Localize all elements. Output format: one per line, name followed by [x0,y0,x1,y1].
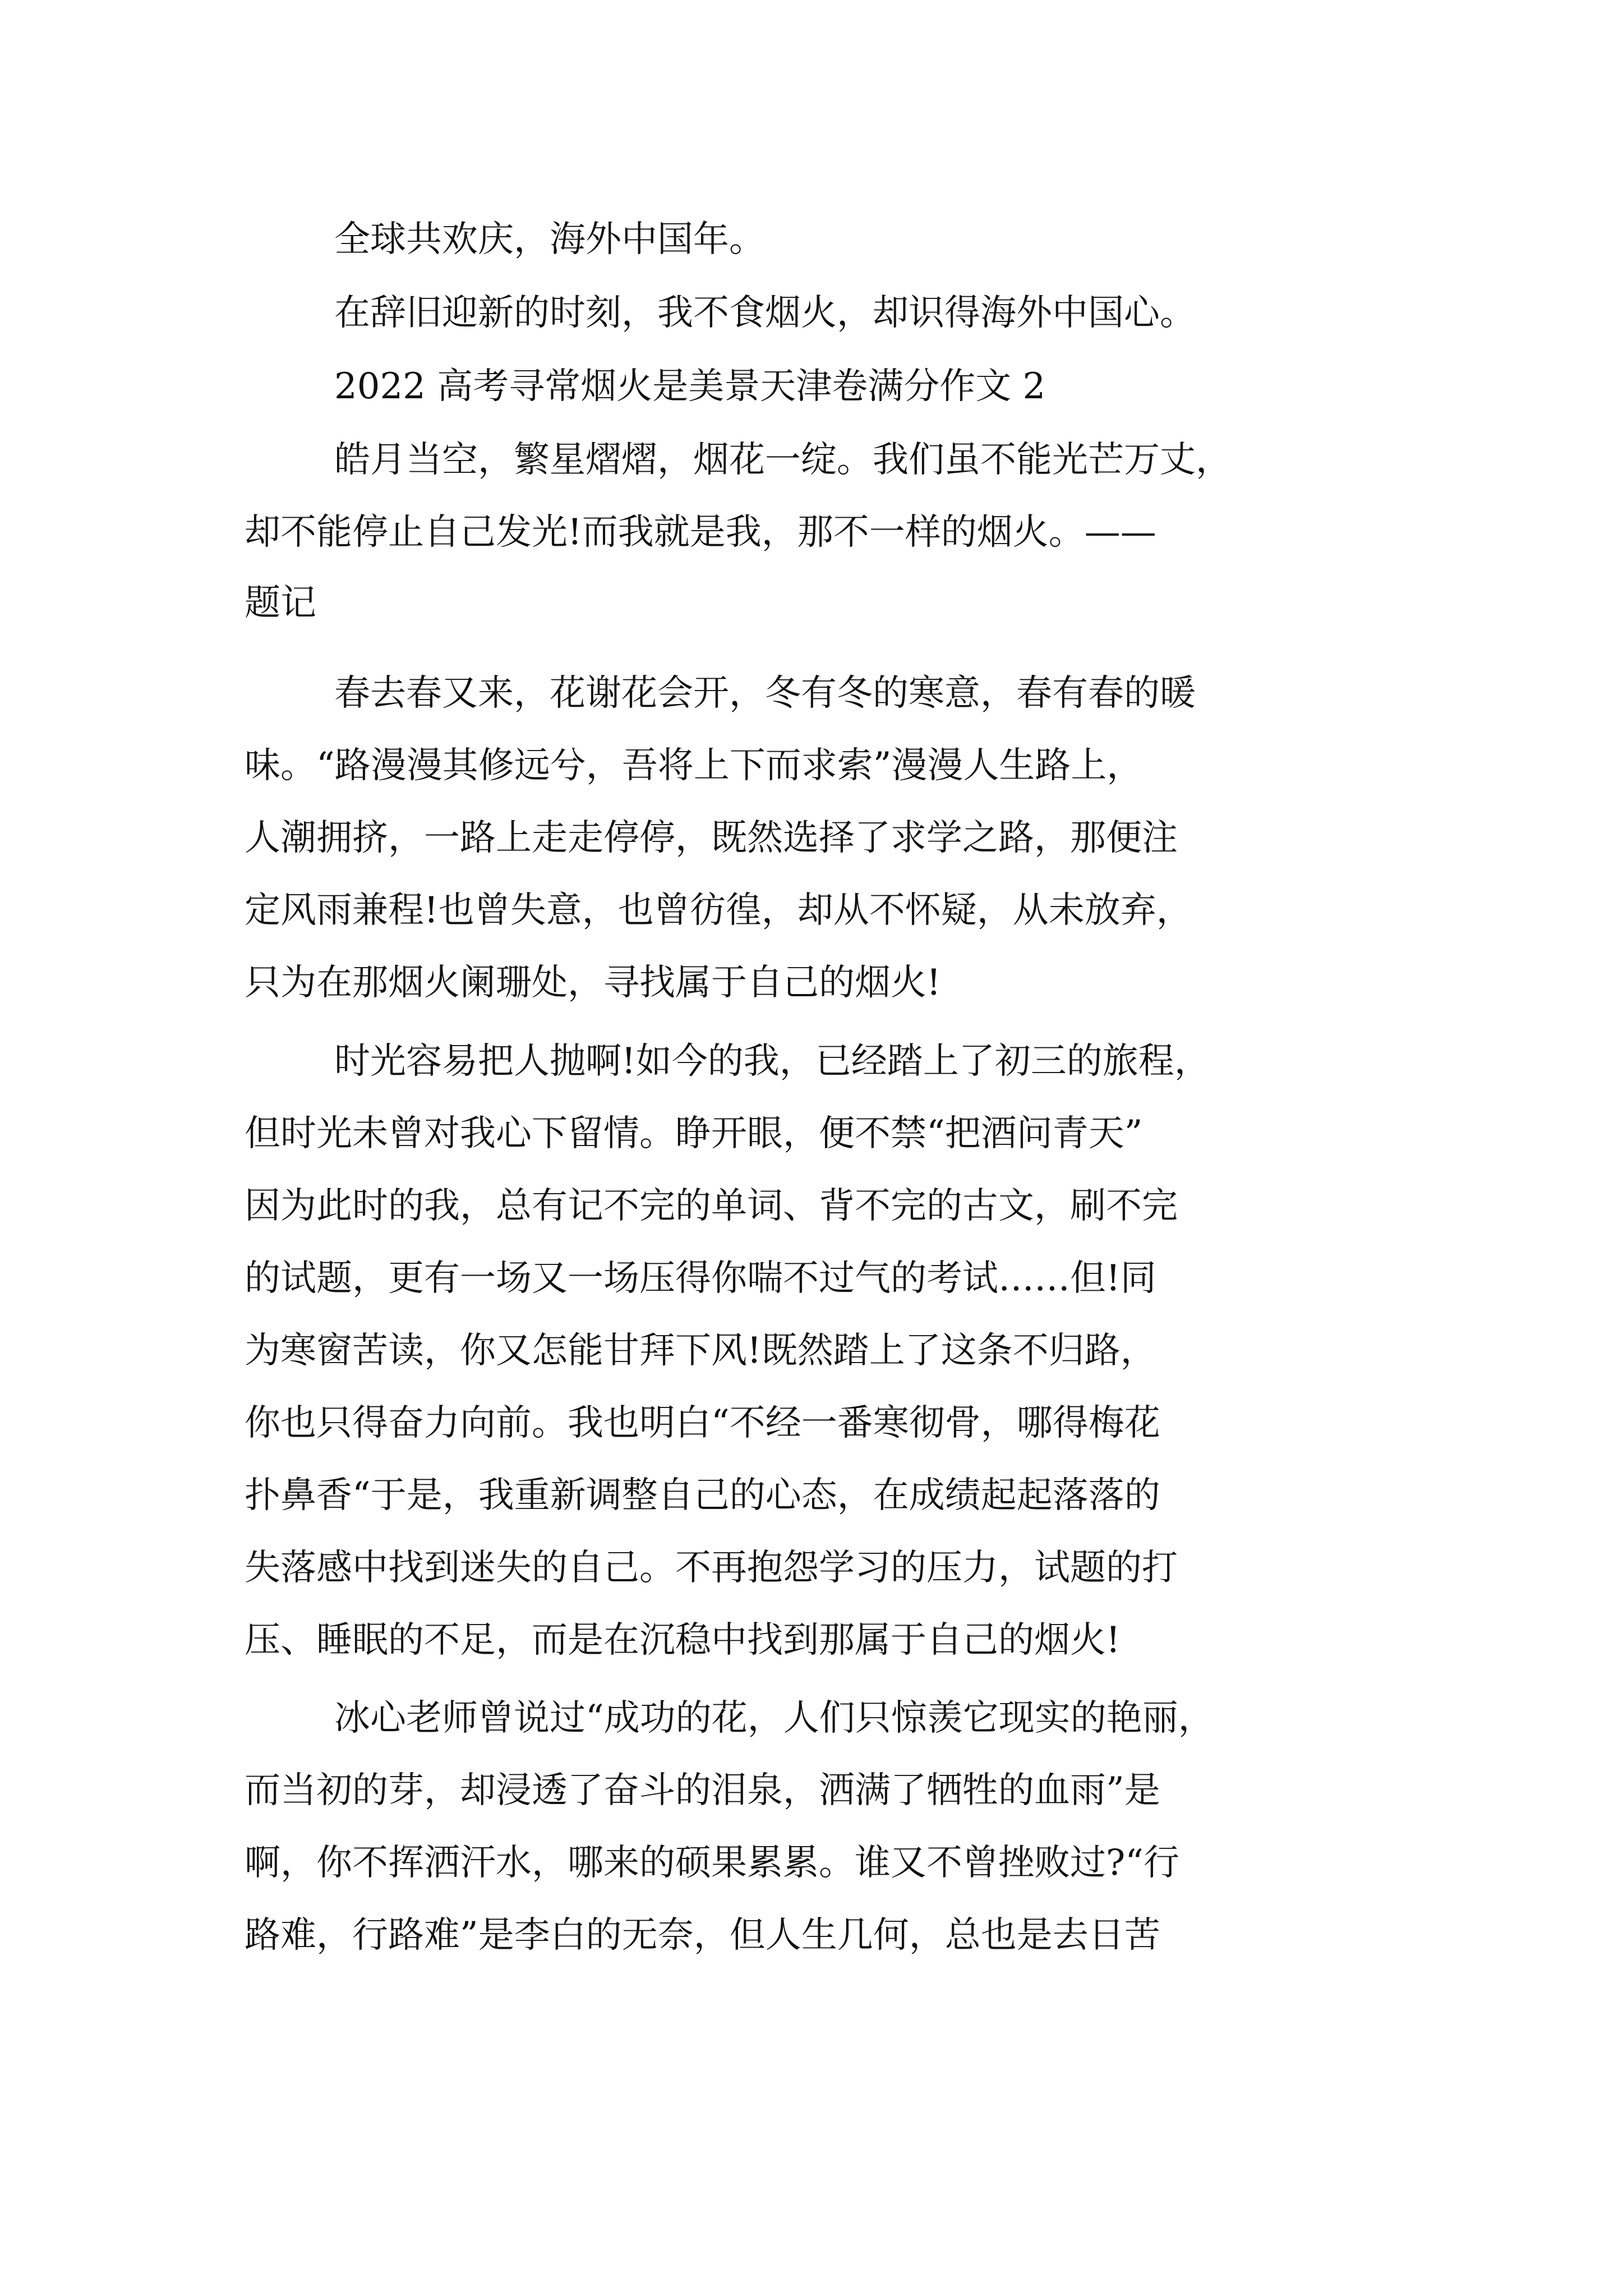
text-line: 题记 [245,582,316,624]
text-line: 皓月当空，繁星熠熠，烟花一绽。我们虽不能光芒万丈， [334,439,1232,481]
text-line: 失落感中找到迷失的自己。不再抱怨学习的压力，试题的打 [245,1547,1178,1589]
text-line: 而当初的芽，却浸透了奋斗的泪泉，洒满了牺牲的血雨”是 [245,1770,1160,1811]
text-line: 却不能停止自己发光!而我就是我，那不一样的烟火。—— [245,512,1156,553]
text-line: 春去春又来，花谢花会开，冬有冬的寒意，春有春的暖 [334,673,1196,714]
text-line: 时光容易把人抛啊!如今的我，已经踏上了初三的旅程， [334,1041,1210,1082]
text-line: 路难，行路难”是李白的无奈，但人生几何，总也是去日苦 [245,1915,1160,1956]
text-line: 啊，你不挥洒汗水，哪来的硕果累累。谁又不曾挫败过?“行 [245,1842,1180,1884]
text-line: 为寒窗苦读，你又怎能甘拜下风!既然踏上了这条不归路， [245,1330,1156,1372]
text-line: 的试题，更有一场又一场压得你喘不过气的考试……但!同 [245,1258,1156,1299]
text-line: 只为在那烟火阑珊处，寻找属于自己的烟火! [245,962,941,1004]
text-line: 冰心老师曾说过“成功的花，人们只惊羡它现实的艳丽， [334,1697,1214,1739]
text-line: 定风雨兼程!也曾失意，也曾彷徨，却从不怀疑，从未放弃， [245,890,1192,931]
text-line: 扑鼻香“于是，我重新调整自己的心态，在成绩起起落落的 [245,1475,1160,1516]
text-line: 味。“路漫漫其修远兮，吾将上下而求索”漫漫人生路上， [245,745,1143,786]
document-heading: 2022 高考寻常烟火是美景天津卷满分作文 2 [334,366,1046,407]
text-line: 压、睡眠的不足，而是在沉稳中找到那属于自己的烟火! [245,1619,1121,1661]
text-line: 在辞旧迎新的时刻，我不食烟火，却识得海外中国心。 [334,292,1196,334]
text-line: 全球共欢庆，海外中国年。 [334,219,765,260]
text-line: 人潮拥挤，一路上走走停停，既然选择了求学之路，那便注 [245,817,1178,859]
text-line: 因为此时的我，总有记不完的单词、背不完的古文，刷不完 [245,1185,1178,1227]
text-line: 你也只得奋力向前。我也明白“不经一番寒彻骨，哪得梅花 [245,1402,1160,1444]
text-line: 但时光未曾对我心下留情。睁开眼，便不禁“把酒问青天” [245,1113,1143,1154]
